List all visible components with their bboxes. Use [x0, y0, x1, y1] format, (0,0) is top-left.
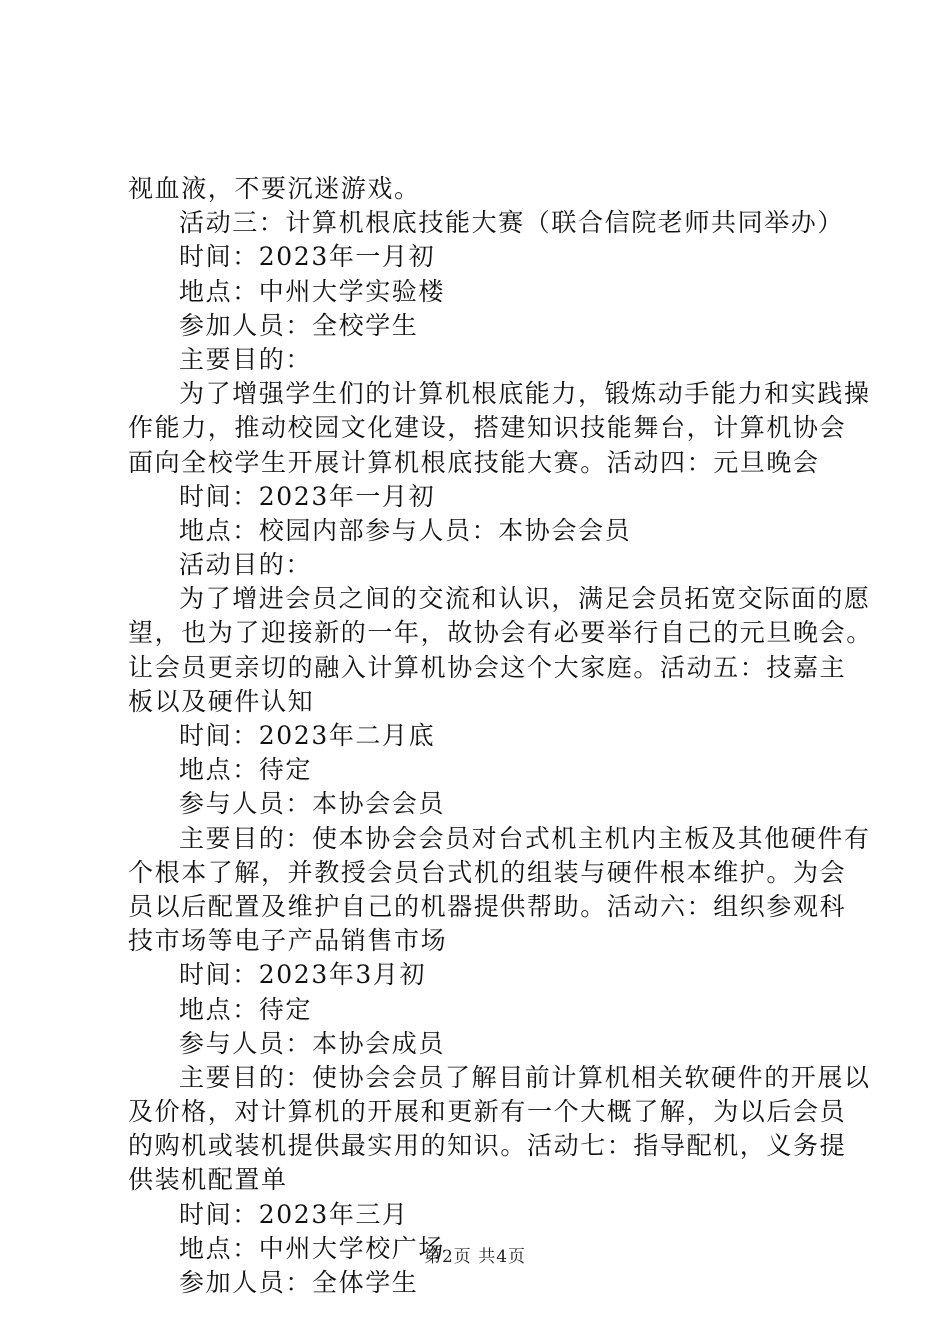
- time-line: 时间：2023年三月: [179, 1199, 409, 1229]
- participants-line: 参加人员：全校学生: [179, 310, 419, 340]
- paragraph-line: 望，也为了迎接新的一年，故协会有必要举行自己的元旦晚会。: [128, 618, 873, 648]
- text-line: 视血液，不要沉迷游戏。: [128, 174, 421, 203]
- time-line: 时间：2023年一月初: [179, 481, 436, 511]
- location-line: 地点：中州大学实验楼: [179, 276, 446, 306]
- document-body: [128, 172, 873, 1300]
- activity-heading: 活动三：计算机根底技能大赛（联合信院老师共同举办）: [179, 208, 845, 238]
- paragraph-line: 板以及硬件认知: [128, 686, 315, 716]
- paragraph-line: 技市场等电子产品销售市场: [128, 926, 448, 956]
- paragraph-line: 个根本了解，并教授会员台式机的组装与硬件根本维护。为会: [128, 857, 847, 887]
- paragraph-line: 主要目的：使本协会会员对台式机主机内主板及其他硬件有: [179, 823, 871, 853]
- location-line: 地点：待定: [179, 994, 313, 1024]
- paragraph-line: 的购机或装机提供最实用的知识。活动七：指导配机，义务提: [128, 1131, 847, 1161]
- time-line: 时间：2023年二月底: [179, 721, 436, 750]
- participants-line: 参与人员：本协会成员: [179, 1028, 446, 1058]
- location-line: 地点：待定: [179, 755, 313, 785]
- paragraph-line: 供装机配置单: [128, 1165, 288, 1195]
- participants-line: 参与人员：本协会会员: [179, 789, 446, 819]
- paragraph-line: 让会员更亲切的融入计算机协会这个大家庭。活动五：技嘉主: [128, 652, 847, 682]
- page-number-footer: 第2页 共4页: [423, 1247, 527, 1267]
- location-line: 地点：校园内部参与人员：本协会会员: [179, 515, 632, 545]
- purpose-label: 主要目的：: [179, 344, 313, 374]
- paragraph-line: 为了增强学生们的计算机根底能力，锻炼动手能力和实践操: [179, 379, 871, 409]
- time-line: 时间：2023年3月初: [179, 960, 427, 990]
- location-line: 地点：中州大学校广场: [179, 1233, 446, 1263]
- purpose-label: 活动目的：: [179, 550, 313, 580]
- time-line: 时间：2023年一月初: [179, 242, 436, 272]
- paragraph-line: 主要目的：使协会会员了解目前计算机相关软硬件的开展以: [179, 1062, 871, 1092]
- paragraph-line: 员以后配置及维护自己的机器提供帮助。活动六：组织参观科: [128, 891, 847, 921]
- participants-line: 参加人员：全体学生: [179, 1268, 419, 1297]
- paragraph-line: 为了增进会员之间的交流和认识，满足会员拓宽交际面的愿: [179, 584, 871, 614]
- paragraph-line: 及价格，对计算机的开展和更新有一个大概了解，为以后会员: [128, 1097, 847, 1127]
- paragraph-line: 面向全校学生开展计算机根底技能大赛。活动四：元旦晚会: [128, 447, 820, 477]
- paragraph-line: 作能力，推动校园文化建设，搭建知识技能舞台，计算机协会: [128, 413, 847, 443]
